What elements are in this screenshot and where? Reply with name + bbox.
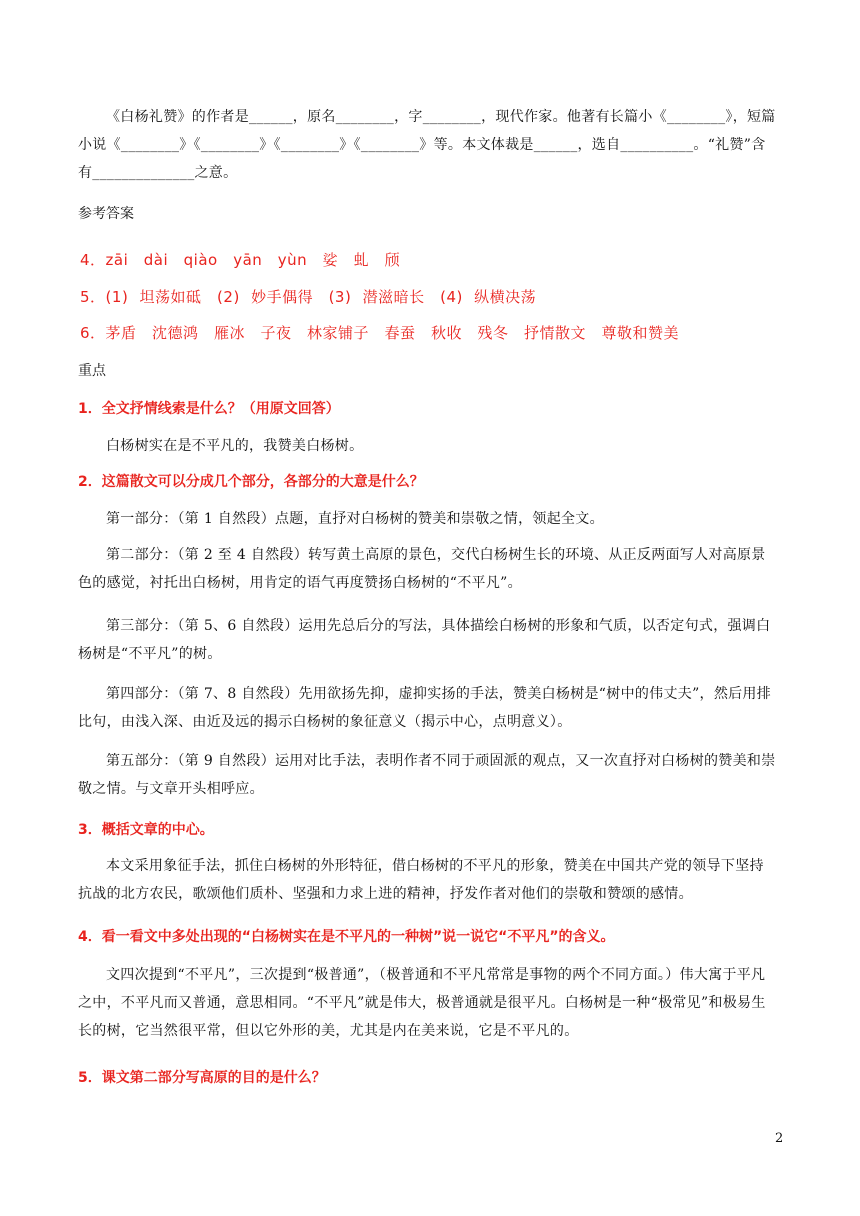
answer-text: 第一部分：（第 1 自然段）点题，直抒对白杨树的赞美和崇敬之情，领起全文。 bbox=[106, 511, 604, 527]
answer-text: 第五部分：（第 9 自然段）运用对比手法，表明作者不同于顽固派的观点，又一次直抒对白杨树的赞美和崇敬之情。与文章开头相呼应。 bbox=[78, 753, 776, 797]
question-4: 4．看一看文中多处出现的“白杨树实在是不平凡的一种树”说一说它“不平凡”的含义。 bbox=[78, 929, 615, 945]
page-number: 2 bbox=[775, 1131, 784, 1146]
answer-4: 4．zāi dài qiào yān yùn 娑 虬 颀 bbox=[80, 251, 401, 269]
answer-text: 第三部分：（第 5、6 自然段）运用先总后分的写法，具体描绘白杨树的形象和气质，以否定句式，强调白杨树是“不平凡”的树。 bbox=[78, 618, 771, 662]
answer-text: 文四次提到“不平凡”，三次提到“极普通”，（极普通和不平凡常常是事物的两个不同方面。）伟大寓于平凡之中，不平凡而又普通，意思相同。“不平凡”就是伟大，极普通就是很平凡。白杨树是一种“极常见”和极易生长的树，它当然很平常，但以它外形的美，尤其是内在美来说，它是不平凡的。 bbox=[78, 967, 766, 1039]
answers-heading: 参考答案 bbox=[78, 206, 134, 222]
question-1: 1．全文抒情线索是什么？（用原文回答） bbox=[78, 401, 340, 417]
answer-6: 6．茅盾 沈德鸿 雁冰 子夜 林家铺子 春蚕 秋收 残冬 抒情散文 尊敬和赞美 bbox=[80, 324, 680, 342]
key-points-heading: 重点 bbox=[78, 363, 106, 379]
question-3: 3．概括文章的中心。 bbox=[78, 822, 214, 838]
answer-text: 第四部分：（第 7、8 自然段）先用欲扬先抑，虚抑实扬的手法，赞美白杨树是“树中的伟丈夫”，然后用排比句，由浅入深、由近及远的揭示白杨树的象征意义（揭示中心，点明意义）。 bbox=[78, 686, 772, 730]
answer-text: 白杨树实在是不平凡的，我赞美白杨树。 bbox=[106, 438, 364, 454]
answer-text: 本文采用象征手法，抓住白杨树的外形特征，借白杨树的不平凡的形象，赞美在中国共产党的领导下坚持抗战的北方农民，歌颂他们质朴、坚强和力求上进的精神，抒发作者对他们的崇敬和赞颂的感情。 bbox=[78, 858, 764, 902]
answer-text: 第二部分：（第 2 至 4 自然段）转写黄土高原的景色，交代白杨树生长的环境、从正反两面写人对高原景色的感觉，衬托出白杨树，用肯定的语气再度赞扬白杨树的“不平凡”。 bbox=[78, 547, 766, 591]
question-2: 2．这篇散文可以分成几个部分，各部分的大意是什么？ bbox=[78, 474, 424, 490]
intro-paragraph: 《白杨礼赞》的作者是______，原名________，字________，现代作家。他著有长篇小《________》，短篇小说《________》《________》《________》《________》等。本文体裁是______，选自__________。“礼赞”含有______________之意。 bbox=[78, 109, 776, 181]
question-5: 5．课文第二部分写高原的目的是什么？ bbox=[78, 1070, 326, 1086]
answer-5: 5．(1) 坦荡如砥 (2) 妙手偶得 (3) 潜滋暗长 (4) 纵横决荡 bbox=[80, 288, 537, 306]
